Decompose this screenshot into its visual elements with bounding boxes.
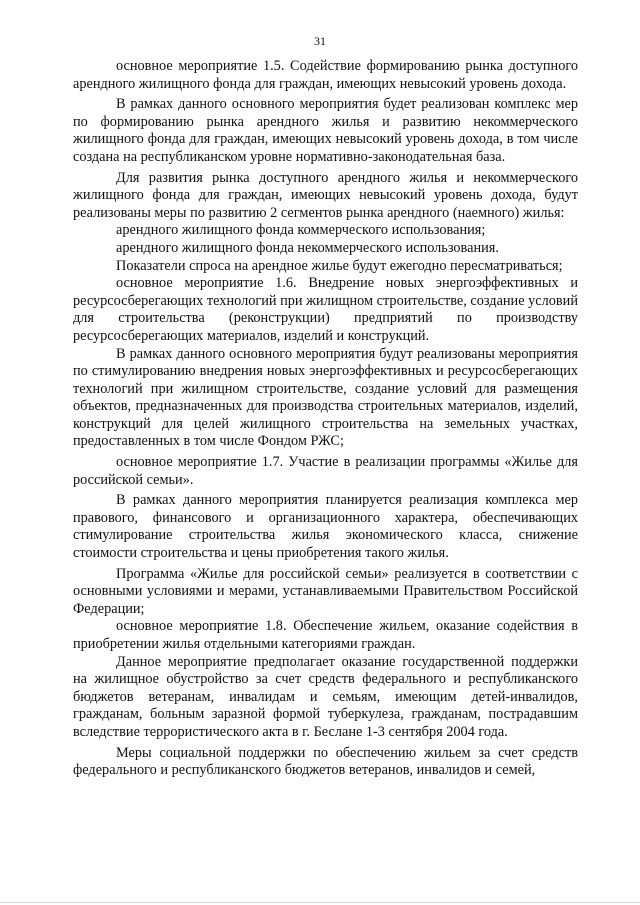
page-number: 31 [314, 34, 326, 48]
paragraph: Программа «Жилье для российской семьи» реализуется в соответствии с основными условиями и мерами, устанавливаемыми Правительством Российской Федерации; [73, 565, 578, 617]
paragraph: Меры социальной поддержки по обеспечению жильем за счет средств федерального и республиканского бюджетов ветеранов, инвалидов и семей, [73, 744, 578, 779]
paragraph: Для развития рынка доступного арендного жилья и некоммерческого жилищного фонда для граждан, имеющих невысокий уровень дохода, будут реализованы меры по развитию 2 сегментов рынка арендного (наемного) жилья: [73, 169, 578, 221]
paragraph: В рамках данного мероприятия планируется реализация комплекса мер правового, финансового и организационного характера, обеспечивающих стимулирование строительства жилья экономического класса, снижение стоимости строительства и цены приобретения такого жилья. [73, 492, 578, 562]
document-body [73, 58, 578, 780]
paragraph-measure-1-5: основное мероприятие 1.5. Содействие формированию рынка доступного арендного жилищного фонда для граждан, имеющих невысокий уровень дохода. [73, 58, 578, 92]
paragraph: Показатели спроса на арендное жилье будут ежегодно пересматриваться; [116, 257, 563, 274]
paragraph: Данное мероприятие предполагает оказание государственной поддержки на жилищное обустройство за счет средств федерального и республиканского бюджетов ветеранам, инвалидам и семьям, имеющим детей-инвалидов, гражданам, больным заразной формой туберкулеза, гражданам, пострадавшим вследствие террористического акта в г. Беслане 1-3 сентября 2004 года. [73, 653, 578, 740]
list-item: арендного жилищного фонда некоммерческого использования. [116, 239, 499, 256]
scan-edge-line [0, 902, 640, 903]
paragraph-measure-1-7: основное мероприятие 1.7. Участие в реализации программы «Жилье для российской семьи». [73, 454, 578, 488]
paragraph: В рамках данного основного мероприятия будет реализован комплекс мер по формированию рынка арендного жилья и развитию некоммерческого жилищного фонда для граждан, имеющих невысокий уровень дохода, в том числе создана на республиканском уровне нормативно-законодательная база. [73, 96, 578, 165]
paragraph-measure-1-8: основное мероприятие 1.8. Обеспечение жильем, оказание содействия в приобретении жилья отдельными категориями граждан. [73, 618, 578, 652]
paragraph: В рамках данного основного мероприятия будут реализованы мероприятия по стимулированию внедрения новых энергоэффективных и ресурсосберегающих технологий при жилищном строительстве, создание условий для размещения объектов, предназначенных для производства строительных материалов, изделий, конструкций для целей жилищного строительства на земельных участках, предоставленных в том числе Фондом РЖС; [73, 345, 578, 450]
list-item: арендного жилищного фонда коммерческого использования; [116, 222, 486, 239]
paragraph-measure-1-6: основное мероприятие 1.6. Внедрение новых энергоэффективных и ресурсосберегающих технологий при жилищном строительстве, создание условий для строительства (реконструкции) предприятий по производству ресурсосберегающих материалов, изделий и конструкций. [73, 275, 578, 344]
